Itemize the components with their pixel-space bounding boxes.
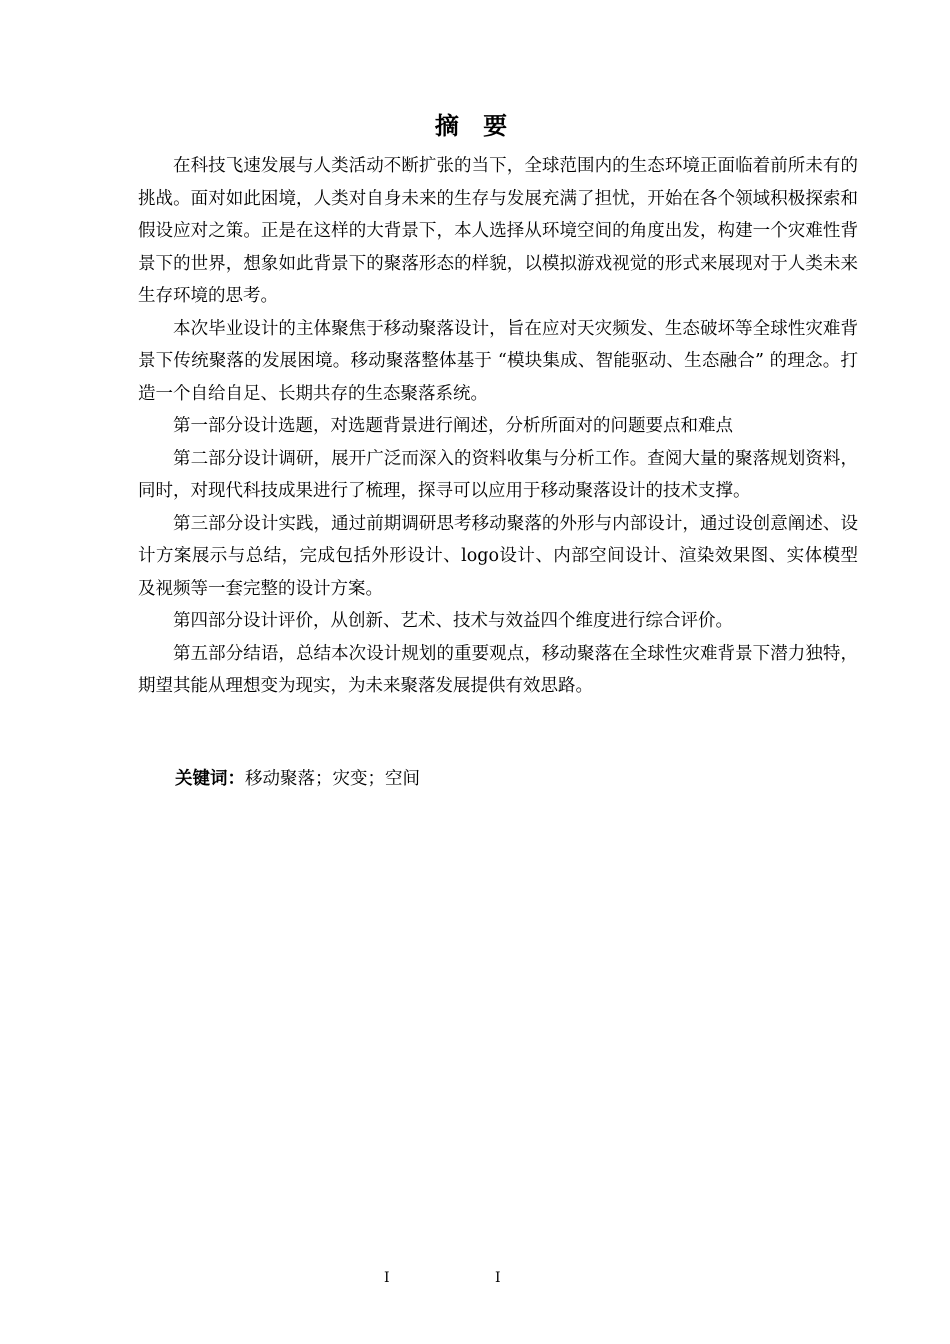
abstract-paragraph: 第四部分设计评价，从创新、艺术、技术与效益四个维度进行综合评价。 xyxy=(173,611,733,631)
page-number-right: I xyxy=(495,1270,501,1286)
abstract-paragraph: 第三部分设计实践，通过前期调研思考移动聚落的外形与内部设计，通过设创意阐述、设计方案展示与总结，完成包括外形设计、logo设计、内部空间设计、渲染效果图、实体模型及视频等一套完整的设计方案。 xyxy=(138,513,858,599)
keywords-value: 移动聚落；灾变；空间 xyxy=(245,769,420,789)
page-title: 摘 要 xyxy=(434,111,516,140)
abstract-body xyxy=(138,150,858,703)
abstract-paragraph: 第二部分设计调研，展开广泛而深入的资料收集与分析工作。查阅大量的聚落规划资料，同时，对现代科技成果进行了梳理，探寻可以应用于移动聚落设计的技术支撑。 xyxy=(138,448,858,501)
page-number-left: I xyxy=(384,1270,390,1286)
keywords-line xyxy=(175,764,420,794)
abstract-paragraph: 在科技飞速发展与人类活动不断扩张的当下，全球范围内的生态环境正面临着前所未有的挑战。面对如此困境，人类对自身未来的生存与发展充满了担忧，开始在各个领域积极探索和假设应对之策。正是在这样的大背景下，本人选择从环境空间的角度出发，构建一个灾难性背景下的世界，想象如此背景下的聚落形态的样貌，以模拟游戏视觉的形式来展现对于人类未来生存环境的思考。 xyxy=(138,156,858,306)
abstract-paragraph: 第五部分结语，总结本次设计规划的重要观点，移动聚落在全球性灾难背景下潜力独特，期望其能从理想变为现实，为未来聚落发展提供有效思路。 xyxy=(138,643,858,696)
abstract-paragraph: 本次毕业设计的主体聚焦于移动聚落设计，旨在应对天灾频发、生态破坏等全球性灾难背景下传统聚落的发展困境。移动聚落整体基于 “模块集成、智能驱动、生态融合” 的理念。打造一个自给自足、长期共存的生态聚落系统。 xyxy=(138,318,858,404)
keywords-label: 关键词： xyxy=(175,769,245,789)
abstract-paragraph: 第一部分设计选题，对选题背景进行阐述，分析所面对的问题要点和难点 xyxy=(173,416,733,436)
